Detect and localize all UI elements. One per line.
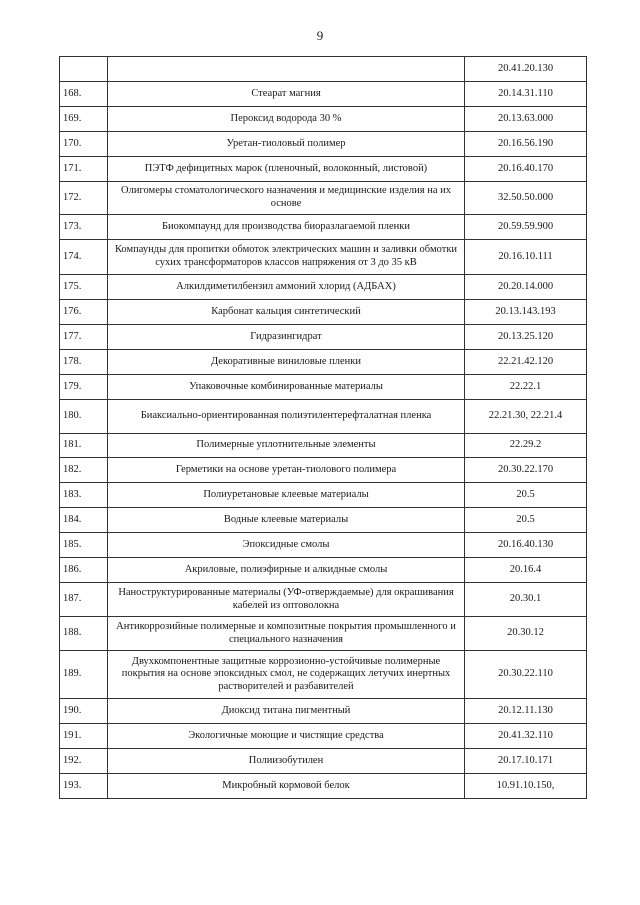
table-row xyxy=(60,583,587,617)
product-name: Уретан-тиоловый полимер xyxy=(108,132,465,157)
okpd-code: 20.16.10.111 xyxy=(465,240,587,275)
okpd-code: 20.30.12 xyxy=(465,617,587,651)
table-row xyxy=(60,82,587,107)
row-number: 189. xyxy=(60,651,108,699)
row-number: 173. xyxy=(60,215,108,240)
row-number: 176. xyxy=(60,300,108,325)
okpd-code: 20.13.63.000 xyxy=(465,107,587,132)
okpd-code: 20.30.1 xyxy=(465,583,587,617)
product-name: Декоративные виниловые пленки xyxy=(108,350,465,375)
row-number: 184. xyxy=(60,508,108,533)
product-table-body xyxy=(60,57,587,799)
okpd-code: 22.21.42.120 xyxy=(465,350,587,375)
table-row xyxy=(60,400,587,434)
row-number: 181. xyxy=(60,434,108,458)
row-number: 193. xyxy=(60,774,108,799)
okpd-code: 20.16.40.130 xyxy=(465,533,587,558)
row-number: 191. xyxy=(60,724,108,749)
okpd-code: 20.20.14.000 xyxy=(465,275,587,300)
table-row xyxy=(60,182,587,215)
okpd-code: 20.59.59.900 xyxy=(465,215,587,240)
product-name: Полимерные уплотнительные элементы xyxy=(108,434,465,458)
row-number: 171. xyxy=(60,157,108,182)
okpd-code: 20.5 xyxy=(465,508,587,533)
row-number: 169. xyxy=(60,107,108,132)
product-name: Гидразингидрат xyxy=(108,325,465,350)
table-row xyxy=(60,132,587,157)
row-number: 187. xyxy=(60,583,108,617)
okpd-code: 20.12.11.130 xyxy=(465,699,587,724)
table-row xyxy=(60,651,587,699)
table-row xyxy=(60,508,587,533)
table-row xyxy=(60,558,587,583)
product-name: Упаковочные комбинированные материалы xyxy=(108,375,465,400)
okpd-code: 20.41.32.110 xyxy=(465,724,587,749)
okpd-code: 20.14.31.110 xyxy=(465,82,587,107)
table-row xyxy=(60,617,587,651)
okpd-code: 22.21.30, 22.21.4 xyxy=(465,400,587,434)
okpd-code: 20.30.22.170 xyxy=(465,458,587,483)
row-number: 177. xyxy=(60,325,108,350)
product-name: Стеарат магния xyxy=(108,82,465,107)
product-name: Акриловые, полиэфирные и алкидные смолы xyxy=(108,558,465,583)
okpd-code: 20.17.10.171 xyxy=(465,749,587,774)
product-name: Олигомеры стоматологического назначения и медицинские изделия на их основе xyxy=(108,182,465,215)
product-table xyxy=(59,56,587,799)
row-number: 179. xyxy=(60,375,108,400)
product-name: Алкилдиметилбензил аммоний хлорид (АДБАХ) xyxy=(108,275,465,300)
product-name xyxy=(108,57,465,82)
table-row xyxy=(60,724,587,749)
product-name: Двухкомпонентные защитные коррозионно-устойчивые полимерные покрытия на основе эпоксидных смол, не содержащих летучих инертных растворителей и разбавителей xyxy=(108,651,465,699)
row-number: 178. xyxy=(60,350,108,375)
product-name: Полиизобутилен xyxy=(108,749,465,774)
row-number xyxy=(60,57,108,82)
product-name: Биокомпаунд для производства биоразлагаемой пленки xyxy=(108,215,465,240)
table-row xyxy=(60,300,587,325)
okpd-code: 20.16.56.190 xyxy=(465,132,587,157)
row-number: 170. xyxy=(60,132,108,157)
okpd-code: 22.29.2 xyxy=(465,434,587,458)
row-number: 185. xyxy=(60,533,108,558)
table-row xyxy=(60,157,587,182)
product-name: Пероксид водорода 30 % xyxy=(108,107,465,132)
row-number: 168. xyxy=(60,82,108,107)
okpd-code: 32.50.50.000 xyxy=(465,182,587,215)
table-row xyxy=(60,240,587,275)
table-row xyxy=(60,434,587,458)
page-number: 9 xyxy=(316,28,324,43)
row-number: 183. xyxy=(60,483,108,508)
product-name: Эпоксидные смолы xyxy=(108,533,465,558)
product-name: ПЭТФ дефицитных марок (пленочный, волоконный, листовой) xyxy=(108,157,465,182)
row-number: 180. xyxy=(60,400,108,434)
row-number: 175. xyxy=(60,275,108,300)
product-name: Наноструктурированные материалы (УФ-отверждаемые) для окрашивания кабелей из оптоволокна xyxy=(108,583,465,617)
table-row xyxy=(60,375,587,400)
product-name: Экологичные моющие и чистящие средства xyxy=(108,724,465,749)
row-number: 186. xyxy=(60,558,108,583)
product-name: Карбонат кальция синтетический xyxy=(108,300,465,325)
okpd-code: 22.22.1 xyxy=(465,375,587,400)
okpd-code: 20.41.20.130 xyxy=(465,57,587,82)
product-name: Биаксиально-ориентированная полиэтилентерефталатная пленка xyxy=(108,400,465,434)
product-name: Диоксид титана пигментный xyxy=(108,699,465,724)
product-name: Полиуретановые клеевые материалы xyxy=(108,483,465,508)
row-number: 192. xyxy=(60,749,108,774)
table-row xyxy=(60,350,587,375)
table-row xyxy=(60,57,587,82)
table-row xyxy=(60,275,587,300)
table-row xyxy=(60,458,587,483)
row-number: 182. xyxy=(60,458,108,483)
row-number: 188. xyxy=(60,617,108,651)
table-row xyxy=(60,107,587,132)
product-name: Антикоррозийные полимерные и композитные покрытия промышленного и специального назначения xyxy=(108,617,465,651)
row-number: 190. xyxy=(60,699,108,724)
table-row xyxy=(60,774,587,799)
table-row xyxy=(60,215,587,240)
okpd-code: 20.5 xyxy=(465,483,587,508)
table-row xyxy=(60,699,587,724)
table-row xyxy=(60,483,587,508)
product-name: Водные клеевые материалы xyxy=(108,508,465,533)
table-row xyxy=(60,533,587,558)
table-row xyxy=(60,749,587,774)
table-row xyxy=(60,325,587,350)
okpd-code: 20.16.40.170 xyxy=(465,157,587,182)
product-name: Герметики на основе уретан-тиолового полимера xyxy=(108,458,465,483)
okpd-code: 20.13.25.120 xyxy=(465,325,587,350)
okpd-code: 10.91.10.150, xyxy=(465,774,587,799)
product-name: Компаунды для пропитки обмоток электрических машин и заливки обмотки сухих трансформаторов классов напряжения от 3 до 35 кВ xyxy=(108,240,465,275)
okpd-code: 20.13.143.193 xyxy=(465,300,587,325)
row-number: 174. xyxy=(60,240,108,275)
okpd-code: 20.30.22.110 xyxy=(465,651,587,699)
okpd-code: 20.16.4 xyxy=(465,558,587,583)
product-name: Микробный кормовой белок xyxy=(108,774,465,799)
row-number: 172. xyxy=(60,182,108,215)
